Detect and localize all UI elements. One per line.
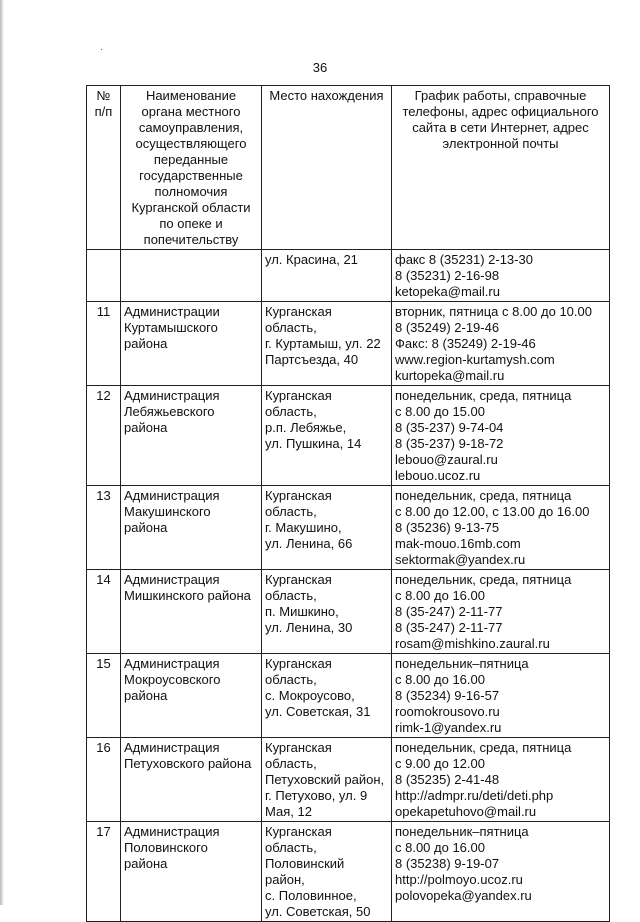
table-row [87,486,610,570]
row-contacts: понедельник, среда, пятница с 9.00 до 12.00 8 (35235) 2-41-48 http://admpr.ru/deti/deti.php opekapetuhovo@mail.ru [392,738,610,822]
page-number: 36 [312,60,328,75]
row-location: ул. Красина, 21 [262,250,392,302]
scan-edge-shadow [0,0,4,905]
header-location: Место нахождения [262,86,392,250]
scan-speck: · [100,44,104,55]
row-location: Курганская область, п. Мишкино, ул. Ленина, 30 [262,570,392,654]
row-contacts: понедельник–пятница с 8.00 до 16.00 8 (35238) 9-19-07 http://polmoyo.ucoz.ru polovopeka@yandex.ru [392,822,610,922]
row-location: Курганская область, Петуховский район, г. Петухово, ул. 9 Мая, 12 [262,738,392,822]
row-number: 12 [87,386,121,486]
row-contacts: понедельник, среда, пятница с 8.00 до 16.00 8 (35-247) 2-11-77 8 (35-247) 2-11-77 rosam@mishkino.zaural.ru [392,570,610,654]
row-location: Курганская область, г. Куртамыш, ул. 22 Партсъезда, 40 [262,302,392,386]
header-number: № п/п [87,86,121,250]
table-row [87,302,610,386]
row-location: Курганская область, г. Макушино, ул. Ленина, 66 [262,486,392,570]
row-contacts: факс 8 (35231) 2-13-30 8 (35231) 2-16-98 ketopeka@mail.ru [392,250,610,302]
header-contacts: График работы, справочные телефоны, адрес официального сайта в сети Интернет, адрес электронной почты [392,86,610,250]
row-number: 16 [87,738,121,822]
row-authority-name: Администрация Мишкинского района [121,570,262,654]
row-authority-name [121,250,262,302]
header-authority-name: Наименование органа местного самоуправления, осуществляющего переданные государственные полномочия Курганской области по опеке и попечительству [121,86,262,250]
row-location: Курганская область, с. Мокроусово, ул. Советская, 31 [262,654,392,738]
table-row [87,250,610,302]
row-contacts: вторник, пятница с 8.00 до 10.00 8 (35249) 2-19-46 Факс: 8 (35249) 2-19-46 www.region-kurtamysh.com kurtopeka@mail.ru [392,302,610,386]
row-contacts: понедельник–пятница с 8.00 до 16.00 8 (35234) 9-16-57 roomokrousovo.ru rimk-1@yandex.ru [392,654,610,738]
table-row [87,654,610,738]
table-row [87,822,610,922]
row-number: 15 [87,654,121,738]
row-authority-name: Администрации Куртамышского района [121,302,262,386]
row-contacts: понедельник, среда, пятница с 8.00 до 12.00, с 13.00 до 16.00 8 (35236) 9-13-75 mak-mouo.16mb.com sektormak@yandex.ru [392,486,610,570]
row-authority-name: Администрация Петуховского района [121,738,262,822]
row-number: 13 [87,486,121,570]
row-authority-name: Администрация Половинского района [121,822,262,922]
row-location: Курганская область, р.п. Лебяжье, ул. Пушкина, 14 [262,386,392,486]
row-number: 11 [87,302,121,386]
row-number: 17 [87,822,121,922]
row-authority-name: Администрация Макушинского района [121,486,262,570]
table-body [87,250,610,922]
table-header-row [87,86,610,250]
table-row [87,570,610,654]
row-authority-name: Администрация Лебяжьевского района [121,386,262,486]
authorities-table [86,85,610,922]
table-row [87,386,610,486]
row-number: 14 [87,570,121,654]
row-number [87,250,121,302]
row-contacts: понедельник, среда, пятница с 8.00 до 15.00 8 (35-237) 9-74-04 8 (35-237) 9-18-72 lebouo@zaural.ru lebouo.ucoz.ru [392,386,610,486]
row-authority-name: Администрация Мокроусовского района [121,654,262,738]
row-location: Курганская область, Половинский район, с. Половинное, ул. Советская, 50 [262,822,392,922]
table-row [87,738,610,822]
